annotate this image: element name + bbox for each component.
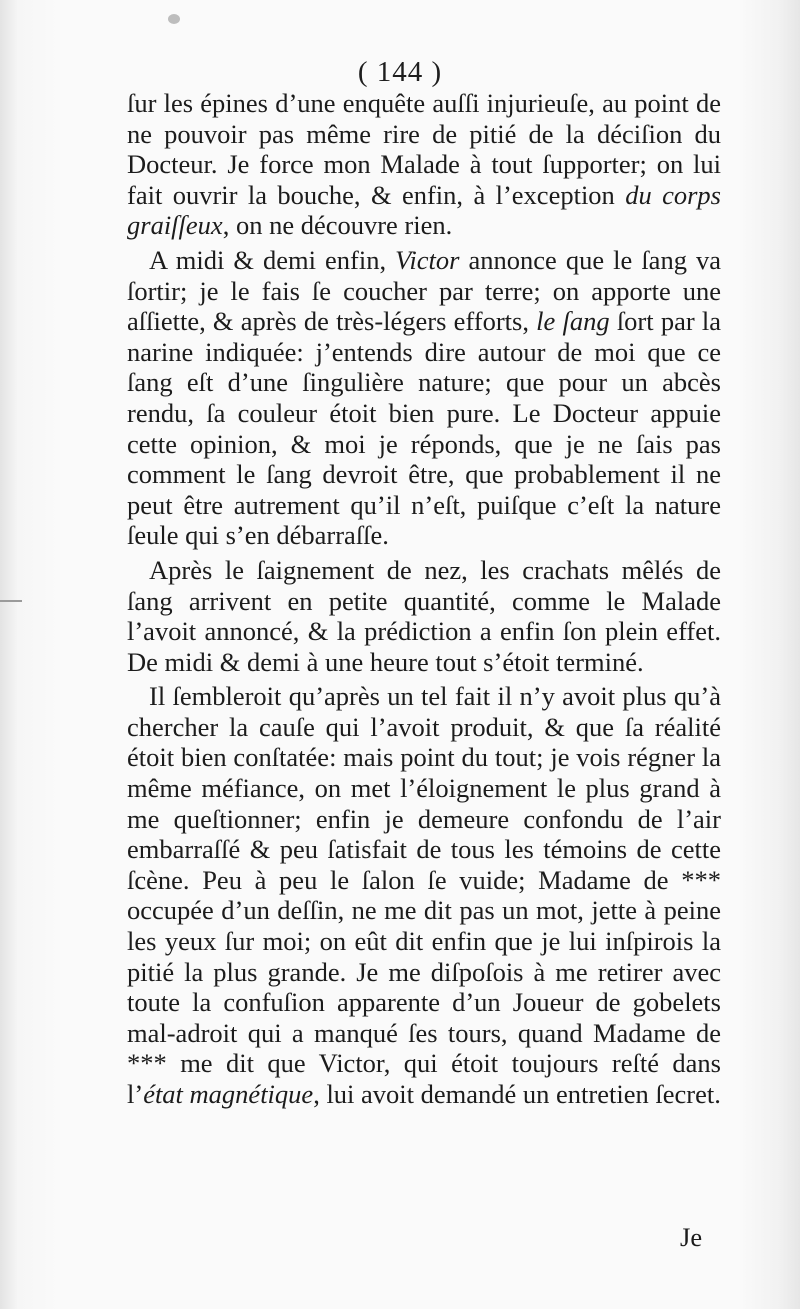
italic-phrase: état magnétique xyxy=(143,1079,314,1109)
paragraph-1 xyxy=(127,88,721,241)
paper-speck xyxy=(168,14,180,24)
catchword: Je xyxy=(680,1222,703,1252)
text-run: Après le ſaignement de nez, les crachats mêlés de ſang arrivent en petite quantité, comme le Malade l’avoit annoncé, & la prédiction a enfin ſon plein effet. De midi & demi à une heure tout s’étoit terminé. xyxy=(127,554,721,677)
italic-phrase: le ſang xyxy=(536,306,610,337)
paragraph-2 xyxy=(127,245,721,551)
body-text xyxy=(127,88,721,1114)
text-run: Il ſembleroit qu’après un tel fait il n’y avoit plus qu’à chercher la cauſe qui l’avoit produit, & que ſa réalité étoit bien conſtatée: mais point du tout; je vois régner la même méfiance, on met l’éloignement le plus grand à me queſtionner; enfin je demeure confondu de l’air embarraſſé & peu ſatisfait de tous les témoins de cette ſcène. Peu à peu le ſalon ſe vuide; Madame de *** occupée d’un deſſin, ne me dit pas un mot, jette à peine les yeux ſur moi; on eût dit enfin que je lui inſpirois la pitié la plus grande. Je me diſpoſois à me retirer avec toute la confuſion apparente d’un Joueur de gobelets mal-adroit qui a manqué ſes tours, quand Madame de *** me dit que Victor, qui étoit toujours reſté dans l’ xyxy=(127,681,721,1109)
text-run: A midi & demi enfin, xyxy=(149,244,396,275)
paragraph-3 xyxy=(127,555,721,677)
text-run: ſur les épines d’une enquête auſſi injurieuſe, au point de ne pouvoir pas même rire de pitié de la déciſion du Docteur. Je force mon Malade à tout ſupporter; on lui fait ouvrir la bouche, & enfin, à l’exception xyxy=(127,88,721,210)
text-run: , on ne découvre rien. xyxy=(222,210,453,241)
margin-mark xyxy=(0,600,22,602)
italic-phrase: du corps graiſſeux xyxy=(127,179,721,241)
text-run: , lui avoit demandé un entretien ſecret. xyxy=(313,1079,721,1109)
page-number: ( 144 ) xyxy=(357,56,443,88)
text-run: annonce que le ſang va ſortir; je le fais ſe coucher par terre; on apporte une aſſiette, & après de très-légers efforts, xyxy=(127,244,721,337)
text-run: ſort par la narine indiquée: j’entends dire autour de moi que ce ſang eſt d’une ſingulière nature; que pour un abcès rendu, ſa couleur étoit bien pure. Le Docteur appuie cette opinion, & moi je réponds, que je ne ſais pas comment le ſang devroit être, que probablement il ne peut être autrement qu’il n’eſt, puiſque c’eſt la nature ſeule qui s’en débarraſſe. xyxy=(127,306,721,551)
paragraph-4 xyxy=(127,681,721,1109)
italic-name: Victor xyxy=(395,244,460,275)
